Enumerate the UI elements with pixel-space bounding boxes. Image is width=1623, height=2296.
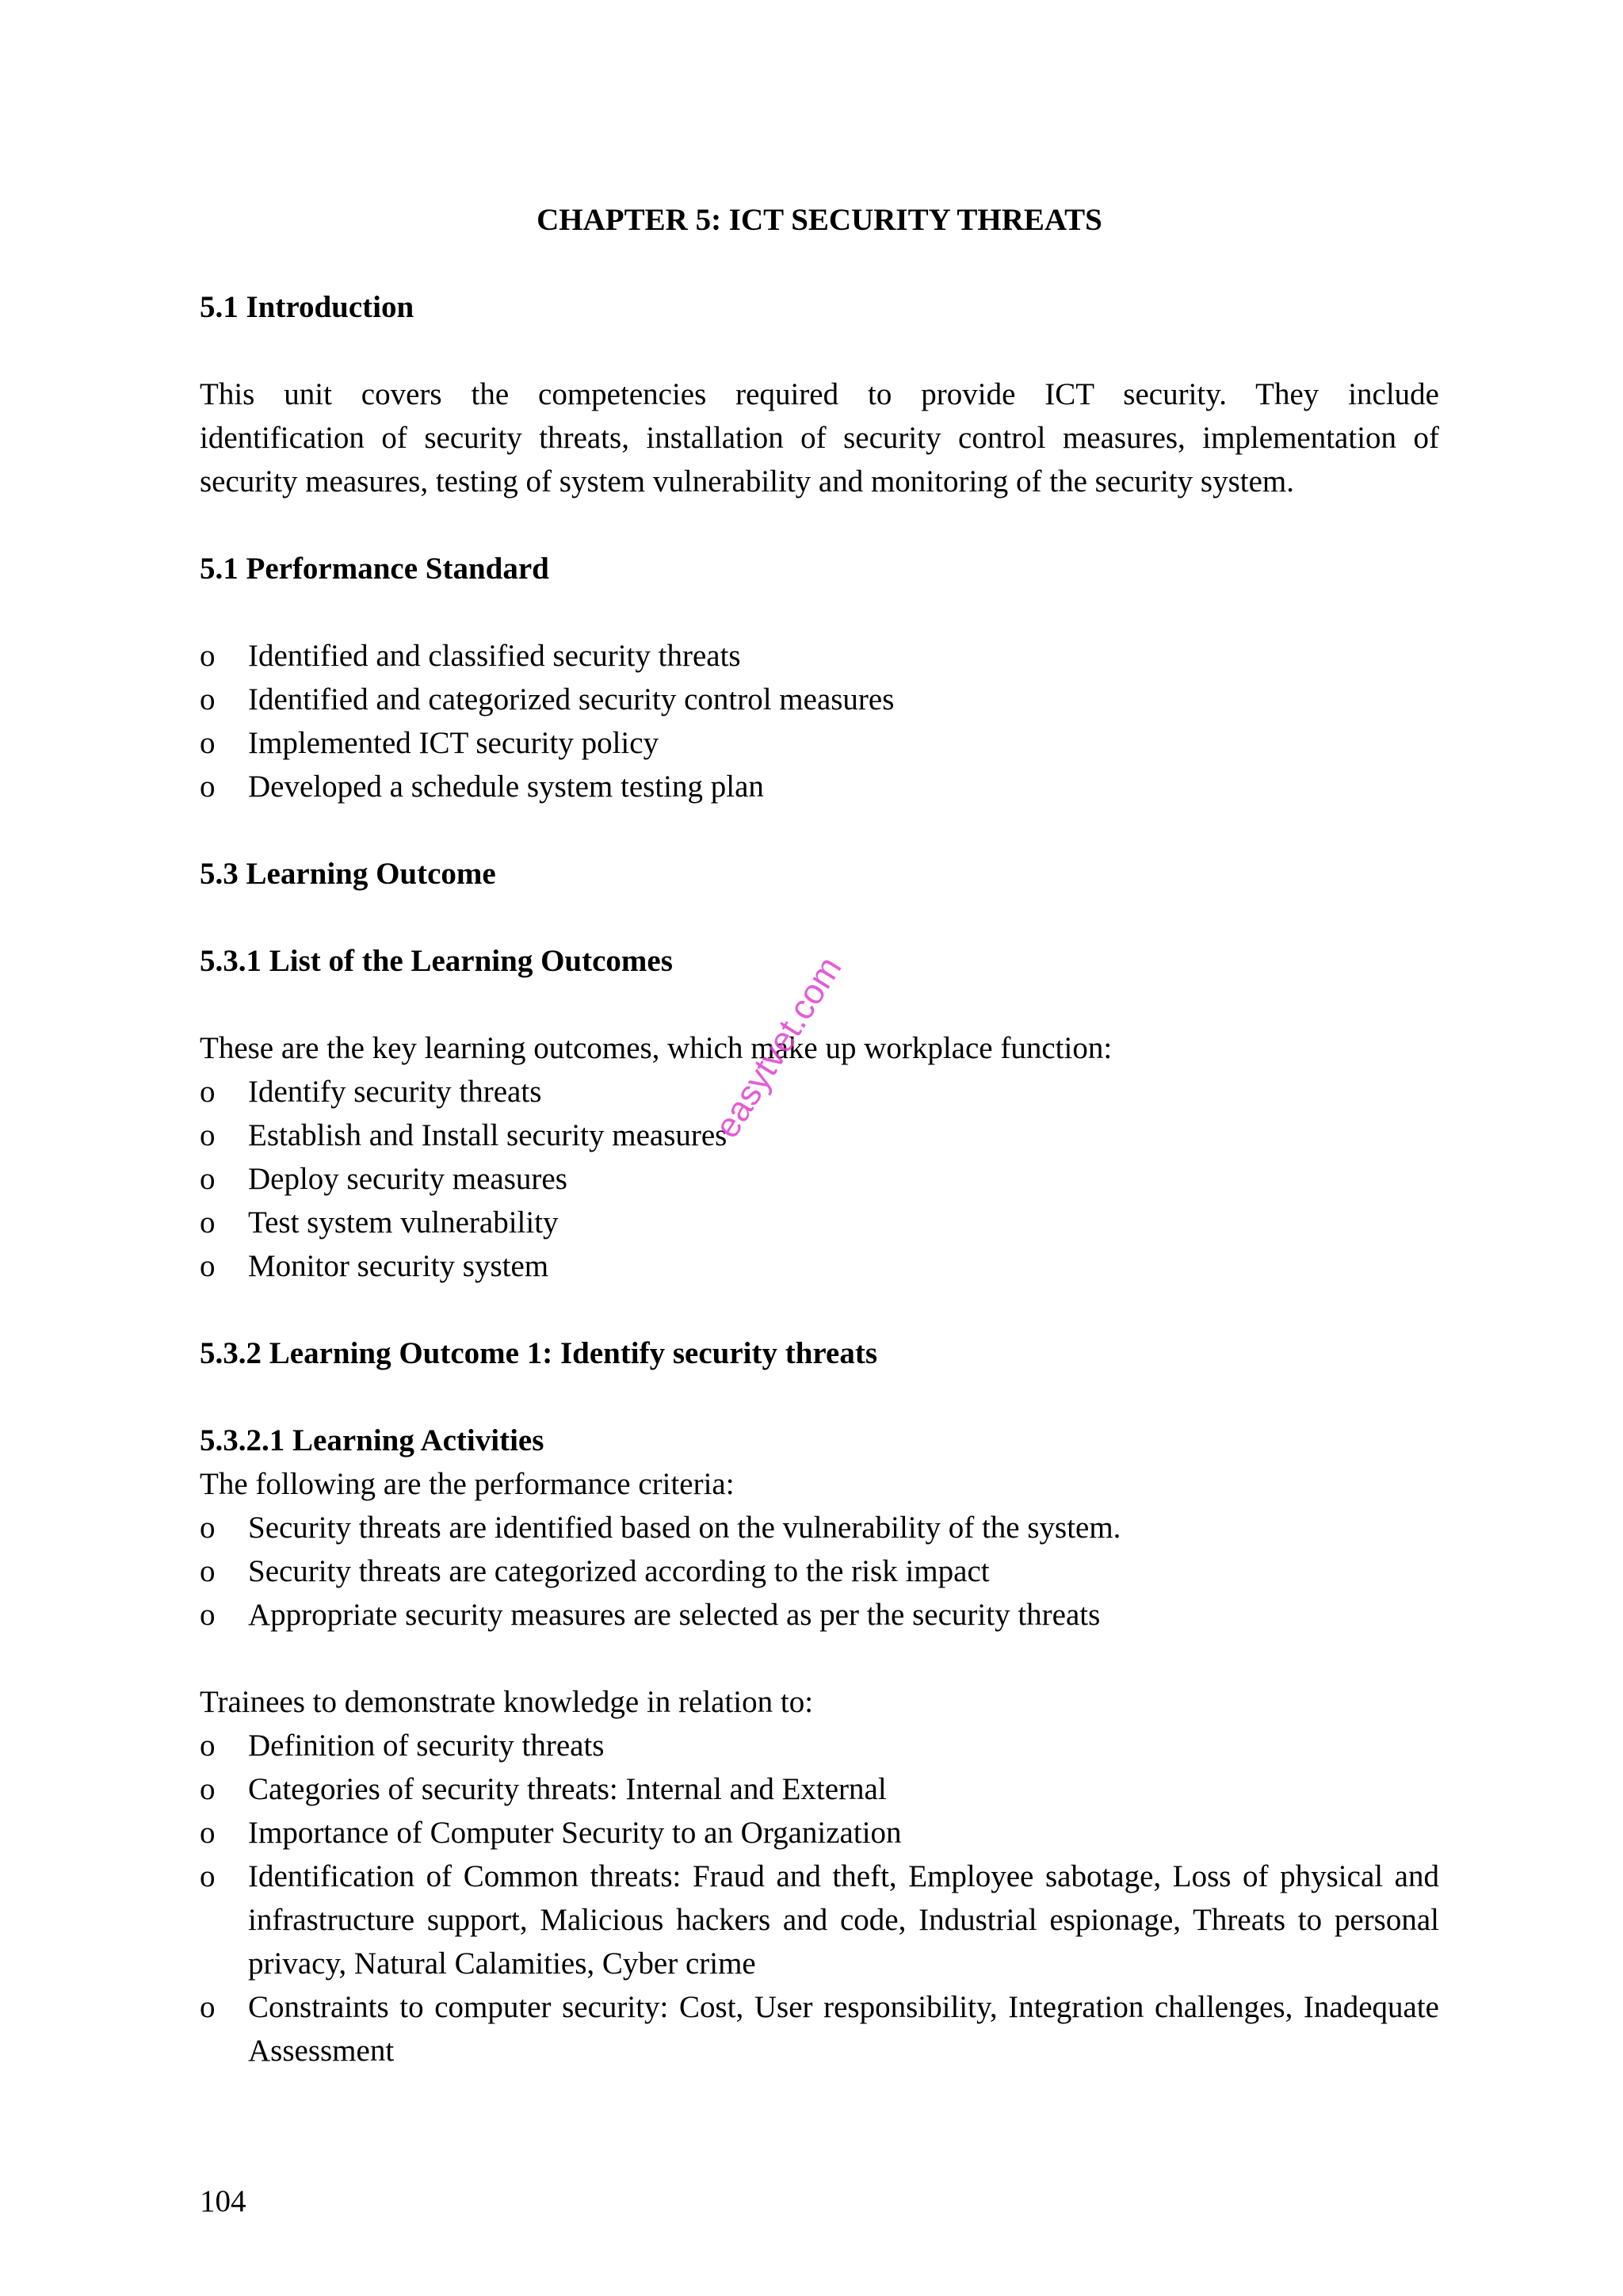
learning-outcome-heading: 5.3 Learning Outcome — [200, 857, 496, 891]
list-item-text: Appropriate security measures are selected as per the security threats — [248, 1598, 1101, 1632]
intro-paragraph-line: identification of security threats, installation of security control measures, implementation of — [200, 421, 1439, 455]
list-item-text: Implemented ICT security policy — [248, 726, 659, 760]
chapter-title: CHAPTER 5: ICT SECURITY THREATS — [537, 203, 1102, 237]
list-item-text: Developed a schedule system testing plan — [248, 770, 764, 804]
list-item-text: Categories of security threats: Internal and External — [248, 1772, 887, 1806]
bullet-mark: o — [200, 1598, 216, 1632]
outcome1-heading: 5.3.2 Learning Outcome 1: Identify security threats — [200, 1336, 878, 1370]
bullet-mark: o — [200, 726, 216, 760]
bullet-mark: o — [200, 1990, 216, 2024]
list-item-text: Identify security threats — [248, 1075, 542, 1109]
bullet-mark: o — [200, 1118, 216, 1152]
list-item-text: Definition of security threats — [248, 1729, 605, 1763]
list-outcomes-heading: 5.3.1 List of the Learning Outcomes — [200, 944, 673, 978]
bullet-mark: o — [200, 1772, 216, 1806]
bullet-mark: o — [200, 1859, 216, 1893]
bullet-mark: o — [200, 682, 216, 716]
list-item-text: Identified and categorized security control measures — [248, 682, 895, 716]
list-item-text: Monitor security system — [248, 1249, 549, 1283]
list-item-text: Constraints to computer security: Cost, User responsibility, Integration challenges, Inadequate Assessment — [248, 1990, 1439, 2068]
bullet-mark: o — [200, 1205, 216, 1240]
bullet-mark: o — [200, 639, 216, 673]
bullet-mark: o — [200, 1554, 216, 1588]
list-item-text: Security threats are identified based on the vulnerability of the system. — [248, 1511, 1121, 1545]
bullet-mark: o — [200, 1511, 216, 1545]
list-item-text: Security threats are categorized according to the risk impact — [248, 1554, 990, 1588]
bullet-mark: o — [200, 1729, 216, 1763]
bullet-mark: o — [200, 1162, 216, 1196]
knowledge-intro: Trainees to demonstrate knowledge in relation to: — [200, 1685, 814, 1719]
list-item-text: Importance of Computer Security to an Organization — [248, 1816, 902, 1850]
list-item-text: Identification of Common threats: Fraud and theft, Employee sabotage, Loss of physical and infrastructure support, Malicious hackers and code, Industrial espionage, Threats to personal privacy, Natural Calamities, Cyber crime — [248, 1859, 1439, 1981]
performance-heading: 5.1 Performance Standard — [200, 552, 549, 586]
intro-heading: 5.1 Introduction — [200, 290, 414, 324]
activities-intro: The following are the performance criteria: — [200, 1467, 735, 1501]
bullet-mark: o — [200, 1816, 216, 1850]
list-item-text: Identified and classified security threats — [248, 639, 741, 673]
watermark: easytvet.com — [707, 949, 850, 1145]
bullet-mark: o — [200, 1249, 216, 1283]
activities-heading: 5.3.2.1 Learning Activities — [200, 1423, 544, 1457]
list-outcomes-intro: These are the key learning outcomes, which make up workplace function: — [200, 1031, 1113, 1065]
page-number: 104 — [200, 2184, 246, 2218]
list-item-text: Deploy security measures — [248, 1162, 567, 1196]
list-item-text: Test system vulnerability — [248, 1205, 559, 1240]
list-item-text: Establish and Install security measures — [248, 1118, 727, 1152]
intro-paragraph-line: security measures, testing of system vulnerability and monitoring of the security system. — [200, 464, 1294, 499]
bullet-mark: o — [200, 1075, 216, 1109]
bullet-mark: o — [200, 770, 216, 804]
intro-paragraph-line: This unit covers the competencies required to provide ICT security. They include — [200, 377, 1439, 411]
